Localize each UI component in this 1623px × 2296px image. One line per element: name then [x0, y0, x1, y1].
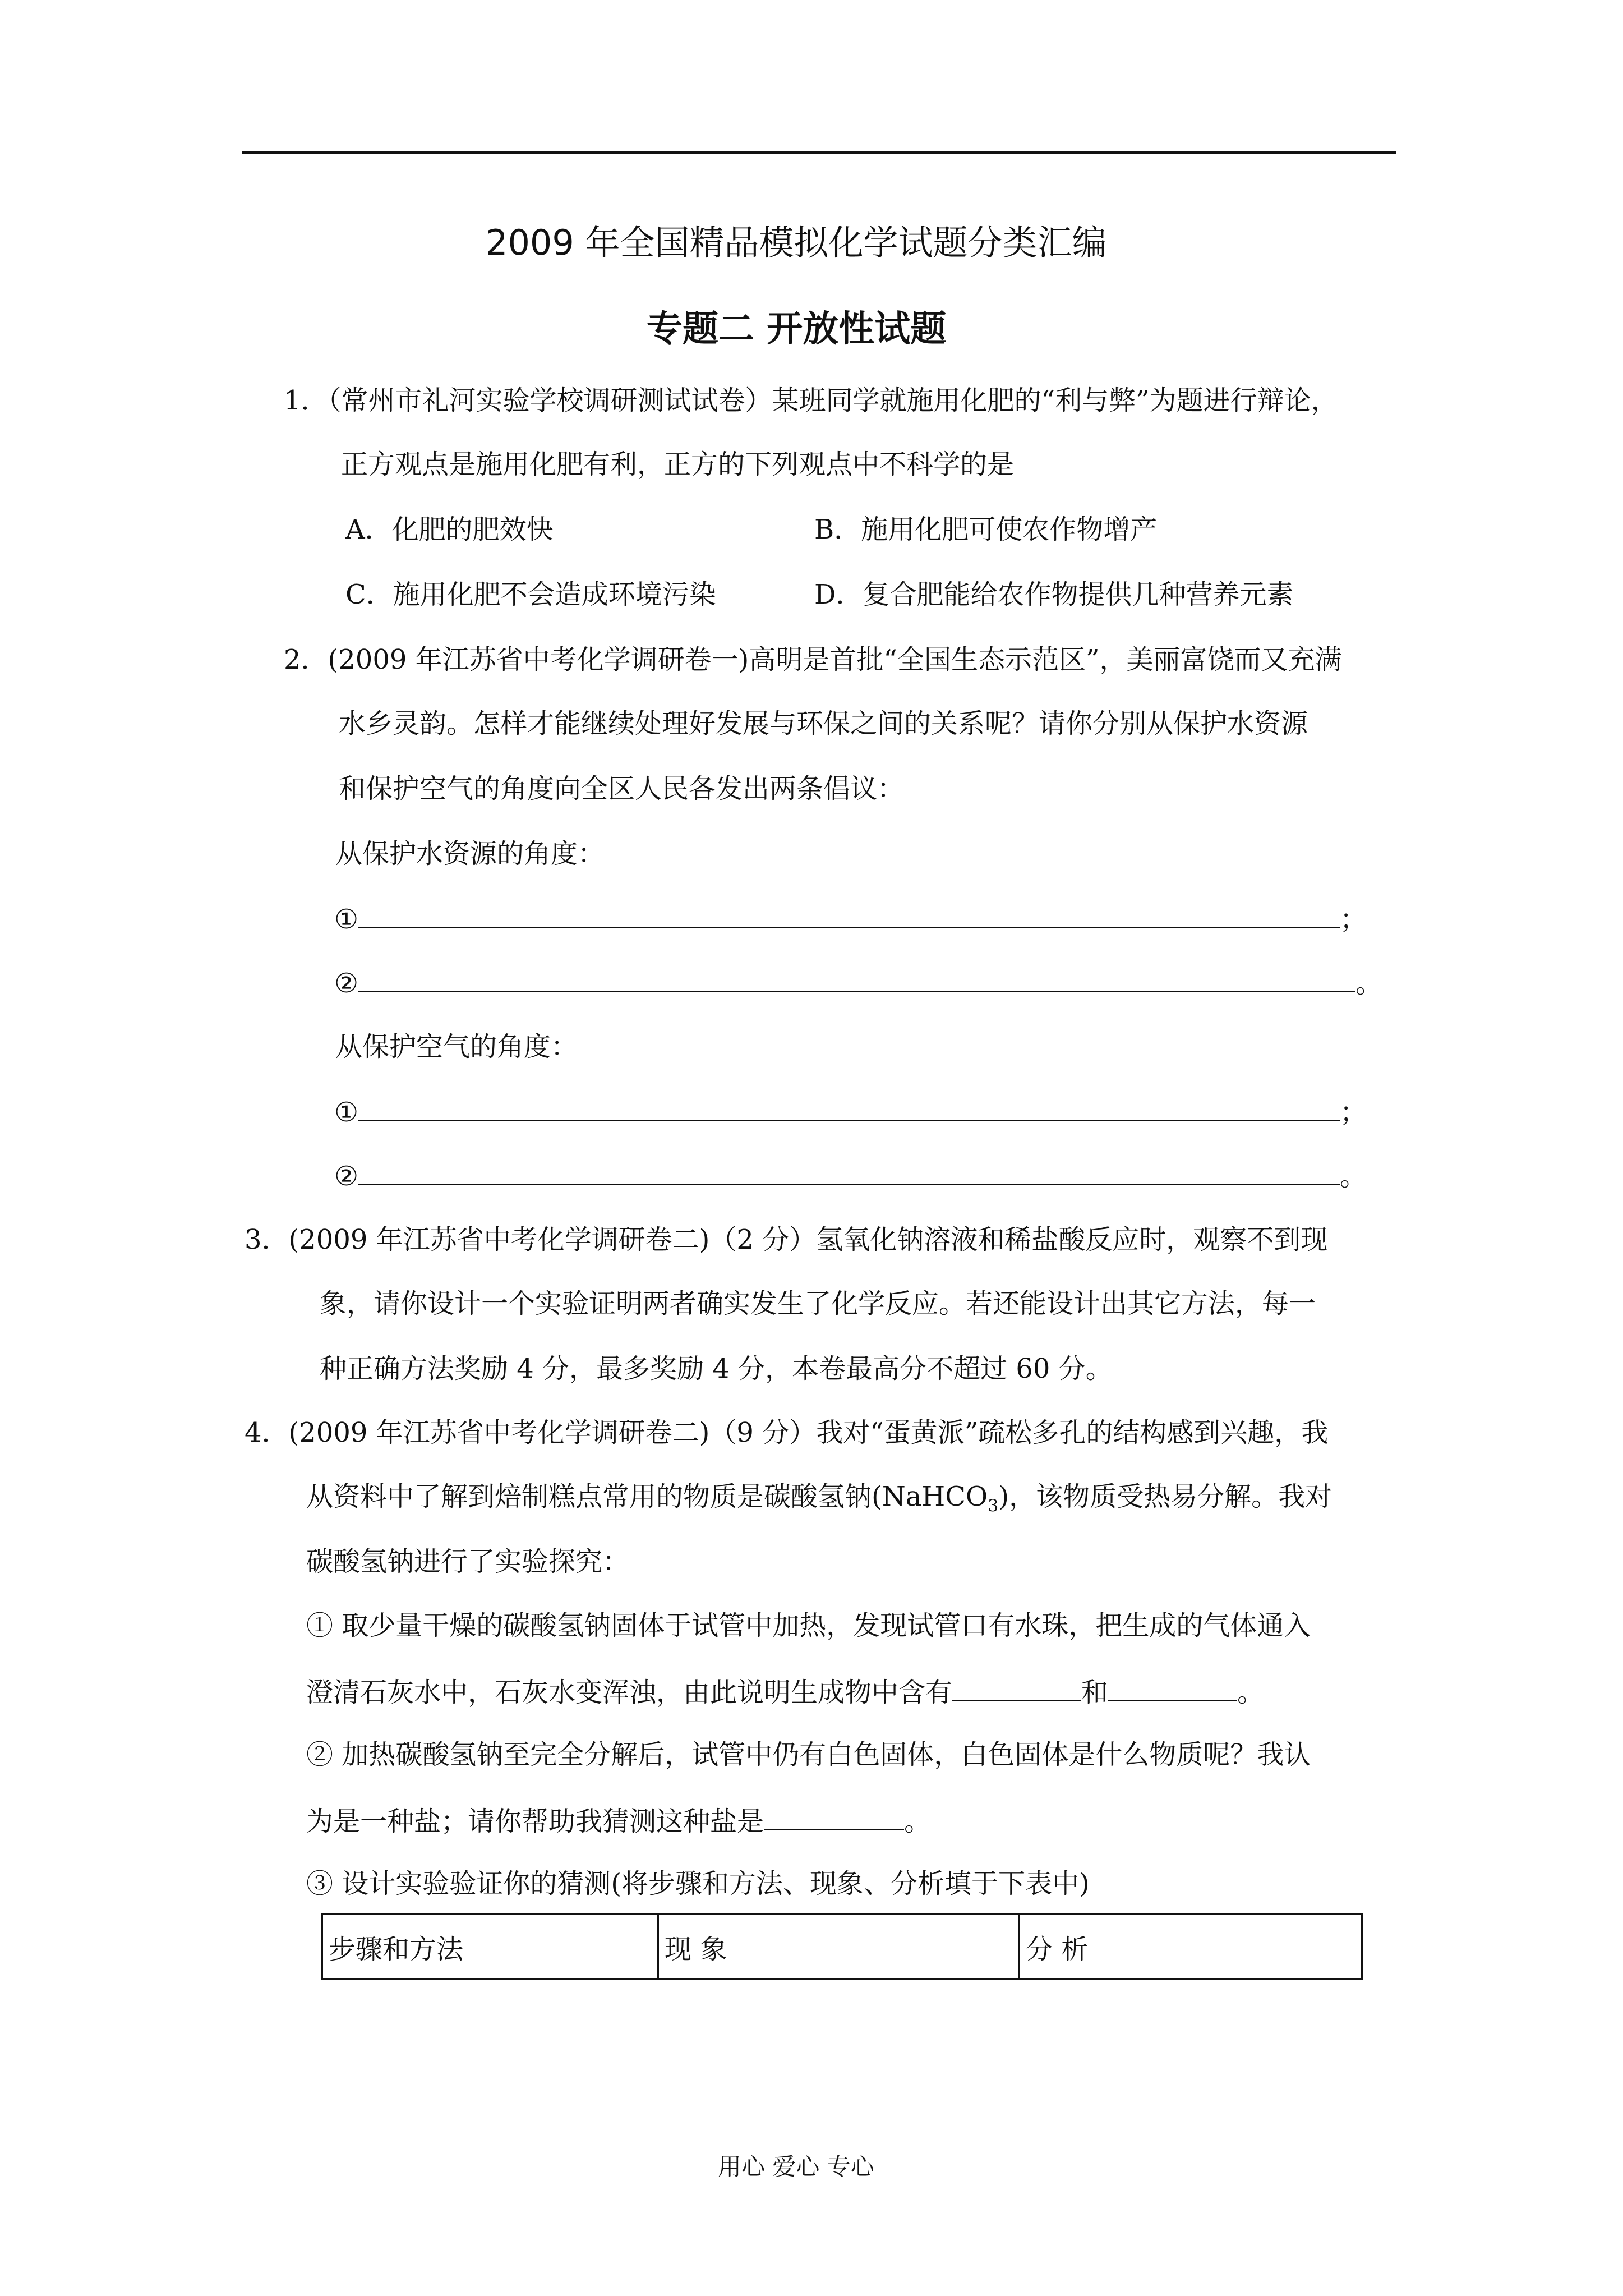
period: 。 — [904, 1806, 932, 1837]
q2-air-answer-1 — [334, 1095, 1367, 1129]
q3-line2: 象，请你设计一个实验证明两者确实发生了化学反应。若还能设计出其它方法，每一 — [320, 1288, 1316, 1319]
table-header-analysis: 分 析 — [1019, 1914, 1362, 1979]
page-subtitle: 专题二 开放性试题 — [647, 309, 947, 350]
q4-step1-text: 澄清石灰水中，石灰水变浑浊，由此说明生成物中含有 — [306, 1677, 953, 1708]
q1-option-b: B．施用化肥可使农作物增产 — [814, 514, 1158, 545]
q4-step2-line2 — [306, 1804, 931, 1838]
table-row — [322, 1914, 1362, 1979]
circled-1-mark: ① — [334, 904, 359, 935]
q3-line3: 种正确方法奖励 4 分，最多奖励 4 分，本卷最高分不超过 60 分。 — [320, 1353, 1113, 1384]
answer-blank-line[interactable] — [358, 902, 1340, 928]
q1-option-d: D．复合肥能给农作物提供几种营养元素 — [814, 579, 1294, 610]
q2-stem-line3: 和保护空气的角度向全区人民各发出两条倡议： — [339, 773, 905, 804]
q1-stem-line1: 1．（常州市礼河实验学校调研测试试卷）某班同学就施用化肥的“利与弊”为题进行辩论， — [284, 385, 1338, 416]
experiment-table — [321, 1913, 1363, 1980]
answer-blank-1[interactable] — [952, 1675, 1081, 1701]
period: 。 — [1340, 1161, 1367, 1192]
table-header-steps: 步骤和方法 — [322, 1914, 658, 1979]
q4-step1-line1: ① 取少量干燥的碳酸氢钠固体于试管中加热，发现试管口有水珠，把生成的气体通入 — [306, 1610, 1311, 1641]
circled-1-mark: ① — [334, 1097, 359, 1128]
answer-blank-line[interactable] — [358, 1159, 1340, 1185]
q1-option-a: A．化肥的肥效快 — [345, 514, 554, 545]
answer-blank-salt[interactable] — [764, 1804, 904, 1830]
q4-step3: ③ 设计实验验证你的猜测(将步骤和方法、现象、分析填于下表中) — [306, 1868, 1090, 1899]
q2-water-answer-2 — [334, 966, 1382, 1000]
q2-stem-line2: 水乡灵韵。怎样才能继续处理好发展与环保之间的关系呢？请你分别从保护水资源 — [339, 708, 1308, 739]
period: 。 — [1355, 968, 1383, 999]
q1-option-c: C．施用化肥不会造成环境污染 — [345, 579, 716, 610]
q1-stem-line2: 正方观点是施用化肥有利，正方的下列观点中不科学的是 — [341, 449, 1015, 480]
q2-water-heading: 从保护水资源的角度： — [335, 838, 605, 869]
answer-blank-line[interactable] — [358, 1095, 1340, 1121]
circled-2-mark: ② — [334, 968, 359, 999]
q4-step1-line2 — [306, 1675, 1264, 1709]
semicolon: ； — [1340, 1097, 1367, 1128]
subscript-3: 3 — [988, 1496, 999, 1516]
q4-step2-text: 为是一种盐；请你帮助我猜测这种盐是 — [306, 1806, 764, 1837]
q4-step2-line1: ② 加热碳酸氢钠至完全分解后，试管中仍有白色固体，白色固体是什么物质呢？我认 — [306, 1739, 1311, 1770]
circled-2-mark: ② — [334, 1161, 359, 1192]
page-title: 2009 年全国精品模拟化学试题分类汇编 — [486, 222, 1107, 263]
q4-line2-text-end: )，该物质受热易分解。我对 — [998, 1481, 1332, 1512]
table-header-phenomenon: 现 象 — [658, 1914, 1019, 1979]
page-footer: 用心 爱心 专心 — [718, 2153, 874, 2180]
q4-line2 — [306, 1481, 1332, 1517]
q3-line1: 3．(2009 年江苏省中考化学调研卷二)（2 分）氢氧化钠溶液和稀盐酸反应时，观察不到现 — [245, 1224, 1328, 1255]
period: 。 — [1237, 1677, 1265, 1708]
q4-line3: 碳酸氢钠进行了实验探究： — [306, 1546, 630, 1577]
q2-air-answer-2 — [334, 1159, 1367, 1193]
q4-line2-text: 从资料中了解到焙制糕点常用的物质是碳酸氢钠(NaHCO — [306, 1481, 988, 1512]
q4-line1: 4．(2009 年江苏省中考化学调研卷二)（9 分）我对“蛋黄派”疏松多孔的结构感到兴趣，我 — [245, 1417, 1329, 1448]
answer-blank-2[interactable] — [1108, 1675, 1237, 1701]
q2-water-answer-1 — [334, 902, 1367, 936]
answer-blank-line[interactable] — [358, 966, 1355, 992]
q2-air-heading: 从保护空气的角度： — [335, 1031, 578, 1062]
and-text: 和 — [1081, 1677, 1109, 1708]
q2-stem-line1: 2．(2009 年江苏省中考化学调研卷一)高明是首批“全国生态示范区”，美丽富饶而又充满 — [284, 644, 1342, 675]
semicolon: ； — [1340, 904, 1367, 935]
header-rule — [242, 151, 1396, 154]
